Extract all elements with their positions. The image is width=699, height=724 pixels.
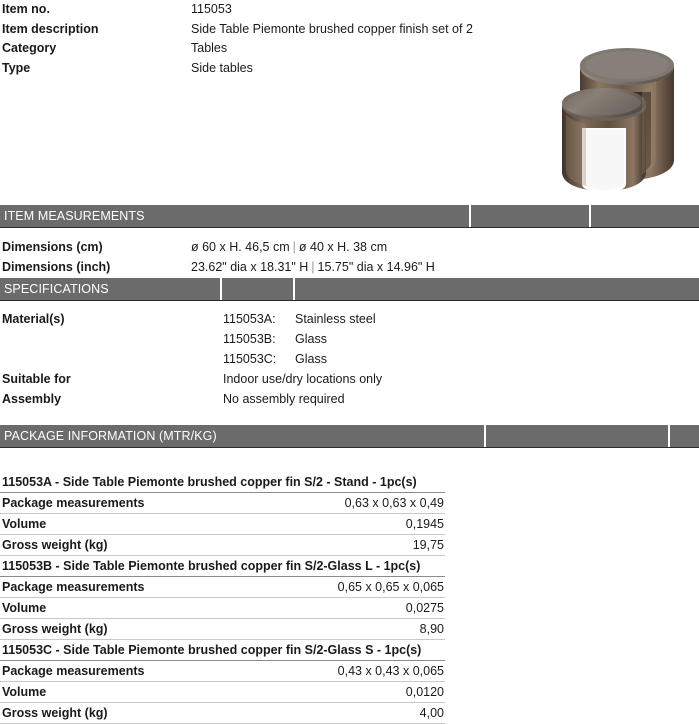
table-row: [0, 535, 445, 556]
table-row: [0, 703, 445, 724]
measurements-rows: [0, 237, 699, 277]
large-table-sheen: [642, 80, 656, 174]
bar-divider: [293, 278, 295, 300]
info-value-item-no: 115053: [191, 2, 232, 16]
row-materials-2: [0, 329, 699, 349]
material-code-3: 115053C:: [223, 352, 277, 366]
section-title-package-information: PACKAGE INFORMATION (MTR/KG): [4, 429, 217, 443]
gross-weight-label: Gross weight (kg): [2, 706, 108, 720]
info-value-item-description: Side Table Piemonte brushed copper finish set of 2: [191, 21, 473, 36]
package-group-title: 115053A - Side Table Piemonte brushed copper fin S/2 - Stand - 1pc(s): [0, 472, 445, 493]
info-label-item-no: Item no.: [2, 2, 50, 16]
product-photo: [556, 32, 698, 194]
value-suitable-for: Indoor use/dry locations only: [223, 372, 383, 386]
package-group-115053B: [0, 556, 460, 640]
gross-weight-label: Gross weight (kg): [2, 622, 108, 636]
section-header-specifications: [0, 278, 699, 300]
info-label-item-description: Item description: [2, 21, 99, 36]
section-underline: [0, 300, 699, 301]
gross-weight-value: 8,90: [419, 622, 444, 636]
row-dimensions-cm: [0, 237, 699, 257]
row-materials-1: [0, 309, 699, 329]
dimensions-separator: |: [292, 240, 296, 254]
value-dimensions-inch: [191, 257, 699, 277]
row-dimensions-inch: [0, 257, 699, 277]
row-assembly: [0, 389, 699, 409]
value-assembly: No assembly required: [223, 392, 345, 406]
package-group-115053A: [0, 472, 460, 556]
material-name-2: Glass: [295, 332, 327, 346]
bar-divider: [469, 205, 471, 227]
label-suitable-for: Suitable for: [2, 372, 71, 386]
package-group-115053C: [0, 640, 460, 724]
info-label-category: Category: [2, 41, 57, 55]
material-name-3: Glass: [295, 352, 327, 366]
info-row-item-description: [0, 20, 540, 40]
gross-weight-value: 19,75: [412, 538, 444, 552]
package-measurements-label: Package measurements: [2, 496, 145, 510]
gross-weight-value: 4,00: [419, 706, 444, 720]
volume-label: Volume: [2, 685, 47, 699]
item-info-block: [0, 0, 540, 78]
nesting-side-tables-illustration: [556, 32, 698, 194]
small-table-top-highlight: [567, 91, 641, 115]
table-row: [0, 514, 445, 535]
package-information-table: [0, 472, 460, 724]
row-materials-3: [0, 349, 699, 369]
material-name-1: Stainless steel: [295, 312, 376, 326]
label-dimensions-inch: Dimensions (inch): [2, 260, 111, 274]
package-group-title: 115053C - Side Table Piemonte brushed copper fin S/2-Glass S - 1pc(s): [0, 640, 445, 661]
volume-value: 0,0275: [405, 601, 444, 615]
package-group-title: 115053B - Side Table Piemonte brushed copper fin S/2-Glass L - 1pc(s): [0, 556, 445, 577]
label-materials: Material(s): [2, 312, 65, 326]
section-title-specifications: SPECIFICATIONS: [4, 282, 109, 296]
material-code-1: 115053A:: [223, 312, 276, 326]
volume-value: 0,0120: [405, 685, 444, 699]
material-code-2: 115053B:: [223, 332, 276, 346]
section-underline: [0, 227, 699, 228]
table-row: [0, 598, 445, 619]
table-row: [0, 619, 445, 640]
bar-divider: [589, 205, 591, 227]
table-row: [0, 682, 445, 703]
small-table-arch-inner: [584, 130, 624, 190]
section-header-package-information: [0, 425, 699, 447]
package-measurements-value: 0,65 x 0,65 x 0,065: [337, 580, 444, 594]
label-assembly: Assembly: [2, 392, 62, 406]
value-material-3: [223, 349, 699, 369]
section-header-item-measurements: [0, 205, 699, 227]
info-row-type: [0, 59, 540, 79]
info-value-category: Tables: [191, 41, 228, 55]
table-row: [0, 661, 445, 682]
info-label-type: Type: [2, 60, 31, 75]
section-title-item-measurements: ITEM MEASUREMENTS: [4, 209, 145, 223]
table-row: [0, 577, 445, 598]
dimensions-cm-part2: ø 40 x H. 38 cm: [298, 240, 388, 254]
gross-weight-label: Gross weight (kg): [2, 538, 108, 552]
value-dimensions-cm: [191, 237, 699, 257]
value-material-2: [223, 329, 699, 349]
row-suitable-for: [0, 369, 699, 389]
package-measurements-label: Package measurements: [2, 664, 145, 678]
bar-divider: [484, 425, 486, 447]
dimensions-inch-part1: 23.62" dia x 18.31" H: [191, 260, 309, 274]
bar-divider: [668, 425, 670, 447]
package-measurements-label: Package measurements: [2, 580, 145, 594]
package-measurements-value: 0,43 x 0,43 x 0,065: [337, 664, 444, 678]
package-measurements-value: 0,63 x 0,63 x 0,49: [344, 496, 444, 510]
label-dimensions-cm: Dimensions (cm): [2, 240, 103, 254]
table-row: [0, 493, 445, 514]
specifications-rows: [0, 309, 699, 409]
info-value-type: Side tables: [191, 60, 253, 75]
section-underline: [0, 447, 699, 448]
dimensions-cm-part1: ø 60 x H. 46,5 cm: [191, 240, 290, 254]
info-row-category: [0, 39, 540, 59]
volume-label: Volume: [2, 601, 47, 615]
value-material-1: [223, 309, 699, 329]
small-table-sheen: [566, 114, 586, 186]
volume-label: Volume: [2, 517, 47, 531]
info-row-item-no: [0, 0, 540, 20]
bar-divider: [220, 278, 222, 300]
volume-value: 0,1945: [405, 517, 444, 531]
dimensions-separator: |: [311, 260, 315, 274]
dimensions-inch-part2: 15.75" dia x 14.96" H: [317, 260, 435, 274]
large-table-top-highlight: [585, 51, 669, 79]
